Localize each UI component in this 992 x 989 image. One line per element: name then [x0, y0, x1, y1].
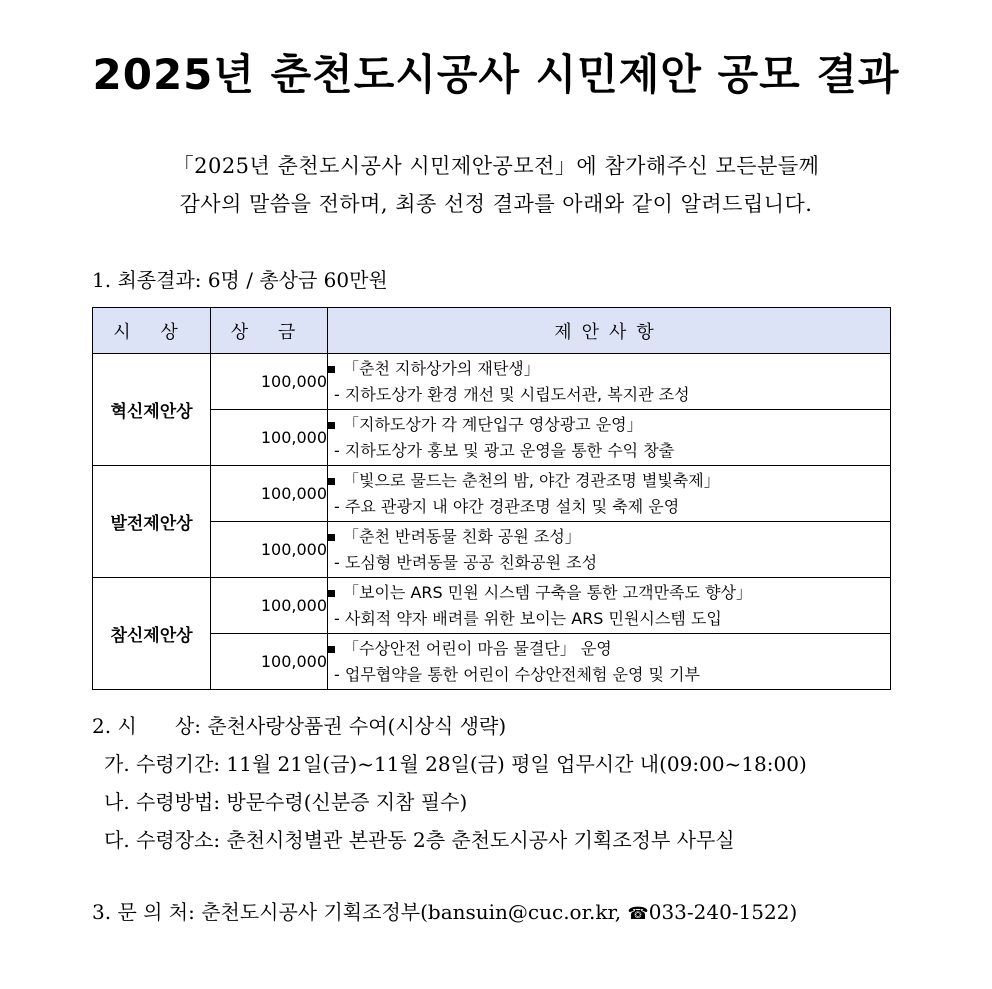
proposal-cell: [328, 578, 891, 634]
section-1-heading: 1. 최종결과: 6명 / 총상금 60만원: [92, 268, 388, 292]
proposal-desc: - 업무협약을 통한 어린이 수상안전체험 운영 및 기부: [334, 664, 700, 684]
section-2-item-a: 가. 수령기간: 11월 21일(금)~11월 28일(금) 평일 업무시간 내(09:00~18:00): [104, 752, 807, 776]
table-row: [93, 522, 891, 578]
page-title: 2025년 춘천도시공사 시민제안 공모 결과: [92, 50, 900, 99]
contact-prefix: 3. 문 의 처: 춘천도시공사 기획조정부(bansuin@cuc.or.kr,: [92, 900, 628, 924]
prize-amount: 100,000: [211, 410, 328, 466]
proposal-cell: [328, 522, 891, 578]
award-name: 혁신제안상: [93, 354, 211, 466]
proposal-desc: - 도심형 반려동물 공공 친화공원 조성: [334, 552, 598, 572]
section-3-contact: [92, 896, 797, 925]
table-row: [93, 410, 891, 466]
square-bullet-icon: [328, 422, 335, 429]
prize-amount: 100,000: [211, 522, 328, 578]
proposal-desc: - 사회적 약자 배려를 위한 보이는 ARS 민원시스템 도입: [334, 608, 722, 628]
contact-phone: 033-240-1522): [648, 900, 798, 924]
prize-amount: 100,000: [211, 634, 328, 690]
prize-amount: 100,000: [211, 578, 328, 634]
proposal-title: 「지하도상가 각 계단입구 영상광고 운영」: [343, 414, 643, 434]
table-row: [93, 466, 891, 522]
table-row: [93, 354, 891, 410]
proposal-title: 「빛으로 물드는 춘천의 밤, 야간 경관조명 별빛축제」: [343, 470, 720, 490]
section-2-item-c: 다. 수령장소: 춘천시청별관 본관동 2층 춘천도시공사 기획조정부 사무실: [104, 828, 735, 852]
phone-icon: ☎: [627, 904, 649, 924]
intro-line-1: 「2025년 춘천도시공사 시민제안공모전」에 참가해주신 모든분들께: [172, 154, 820, 178]
proposal-cell: [328, 354, 891, 410]
intro-line-2: 감사의 말씀을 전하며, 최종 선정 결과를 아래와 같이 알려드립니다.: [179, 192, 813, 216]
header-amount: 상 금: [211, 308, 328, 354]
square-bullet-icon: [328, 478, 335, 485]
proposal-title: 「수상안전 어린이 마음 물결단」 운영: [343, 638, 612, 658]
proposal-desc: - 주요 관광지 내 야간 경관조명 설치 및 축제 운영: [334, 496, 680, 516]
prize-amount: 100,000: [211, 466, 328, 522]
awards-table: [92, 307, 891, 690]
proposal-title: 「춘천 반려동물 친화 공원 조성」: [343, 526, 581, 546]
square-bullet-icon: [328, 646, 335, 653]
section-2-item-b: 나. 수령방법: 방문수령(신분증 지참 필수): [104, 790, 468, 814]
proposal-title: 「보이는 ARS 민원 시스템 구축을 통한 고객만족도 향상」: [343, 582, 752, 602]
section-2-heading: 2. 시 상: 춘천사랑상품권 수여(시상식 생략): [92, 714, 507, 738]
table-row: [93, 578, 891, 634]
award-name: 참신제안상: [93, 578, 211, 690]
award-name: 발전제안상: [93, 466, 211, 578]
proposal-title: 「춘천 지하상가의 재탄생」: [343, 358, 540, 378]
proposal-cell: [328, 634, 891, 690]
proposal-desc: - 지하도상가 홍보 및 광고 운영을 통한 수익 창출: [334, 440, 675, 460]
square-bullet-icon: [328, 366, 335, 373]
header-proposal: 제안사항: [328, 308, 891, 354]
proposal-cell: [328, 466, 891, 522]
prize-amount: 100,000: [211, 354, 328, 410]
proposal-cell: [328, 410, 891, 466]
square-bullet-icon: [328, 590, 335, 597]
proposal-desc: - 지하도상가 환경 개선 및 시립도서관, 복지관 조성: [334, 384, 690, 404]
table-row: [93, 634, 891, 690]
square-bullet-icon: [328, 534, 335, 541]
header-award: 시 상: [93, 308, 211, 354]
table-header-row: [93, 308, 891, 354]
